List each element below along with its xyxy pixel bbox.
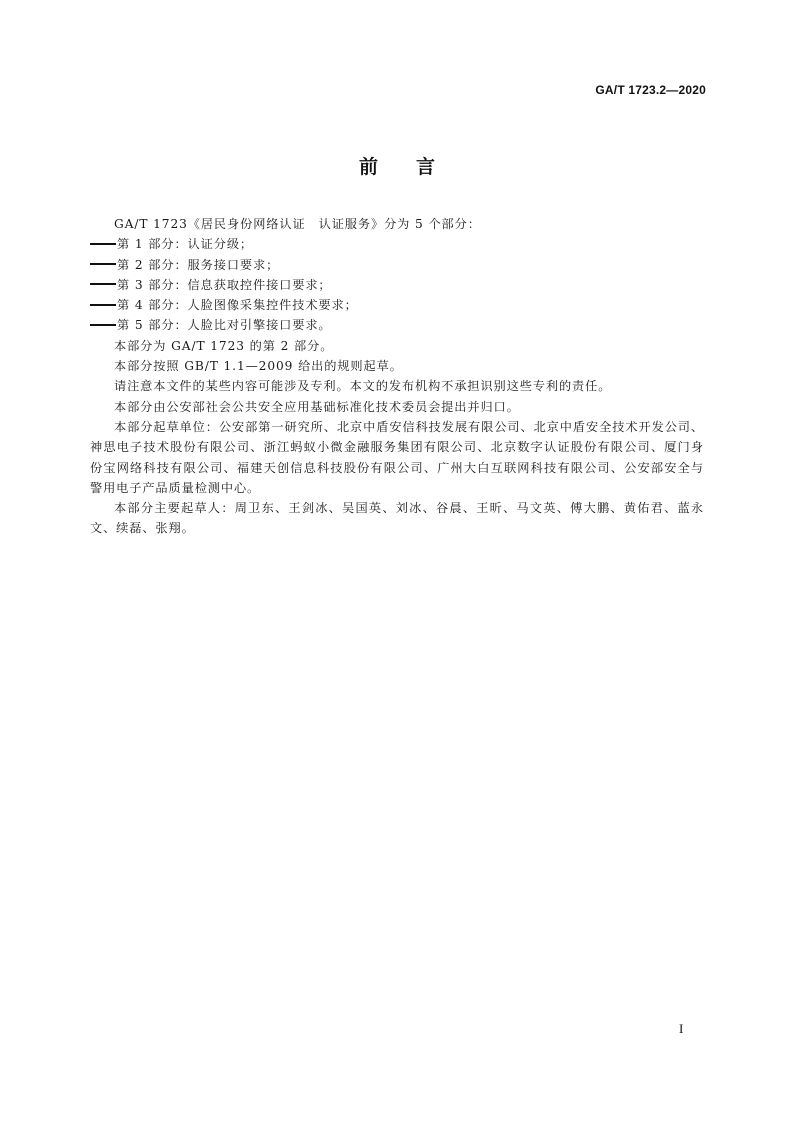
page-number: I [679,1021,684,1036]
em-dash-bullet [90,243,116,245]
em-dash-bullet [90,324,116,326]
paragraph-drafters: 本部分主要起草人：周卫东、王剑冰、吴国英、刘冰、谷晨、王昕、马文英、傅大鹏、黄佑君、蓝永文、续磊、张翔。 [90,501,704,536]
paragraph-part-statement: 本部分为 GA/T 1723 的第 2 部分。 [114,338,334,353]
part-item: 第 5 部分：人脸比对引擎接口要求。 [90,315,704,335]
paragraph-drafting-units: 本部分起草单位：公安部第一研究所、北京中盾安信科技发展有限公司、北京中盾安全技术开发公司、神思电子技术股份有限公司、浙江蚂蚁小微金融服务集团有限公司、北京数字认证股份有限公司、厦门身份宝网络科技有限公司、福建天创信息科技股份有限公司、广州大白互联网科技有限公司、公安部安全与警用电子产品质量检测中心。 [90,419,704,495]
em-dash-bullet [90,263,116,265]
page-title [0,152,794,179]
paragraph-drafting-rules: 本部分按照 GB/T 1.1—2009 给出的规则起草。 [114,359,403,374]
title-char-1: 前 [358,156,378,178]
part-item: 第 2 部分：服务接口要求； [90,255,704,275]
standard-code: GA/T 1723.2—2020 [595,83,706,97]
em-dash-bullet [90,304,116,306]
part-item: 第 3 部分：信息获取控件接口要求； [90,275,704,295]
title-char-2: 言 [416,156,436,178]
paragraph-patent-notice: 请注意本文件的某些内容可能涉及专利。本文的发布机构不承担识别这些专利的责任。 [114,379,612,394]
em-dash-bullet [90,283,116,285]
part-item: 第 1 部分：认证分级； [90,234,704,254]
paragraph-proposer: 本部分由公安部社会公共安全应用基础标准化技术委员会提出并归口。 [114,399,520,414]
intro-paragraph: GA/T 1723《居民身份网络认证 认证服务》分为 5 个部分： [114,217,481,231]
part-item: 第 4 部分：人脸图像采集控件技术要求； [90,295,704,315]
document-body [90,214,704,539]
